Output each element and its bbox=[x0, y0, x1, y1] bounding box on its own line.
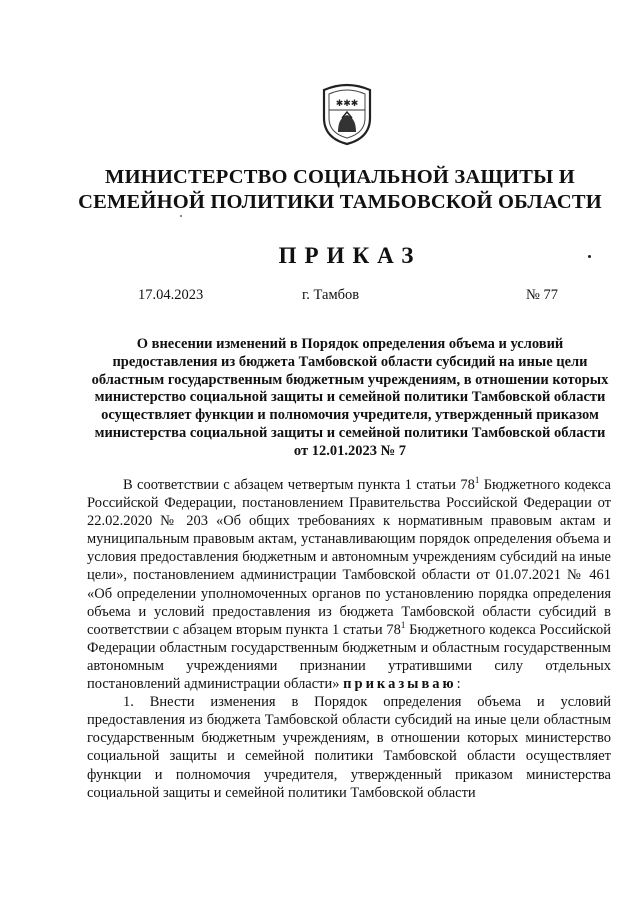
scan-mark bbox=[588, 255, 591, 258]
tambov-coat-of-arms-icon bbox=[318, 82, 376, 146]
order-city: г. Тамбов bbox=[302, 287, 360, 303]
svg-text:✱✱✱: ✱✱✱ bbox=[335, 99, 359, 109]
preamble-part-3: Бюджетного кодекса Российской Федерации областным государственным бюджетным и областным государственным автономным учреждениями признании утратившими силу отдельных постановлений администрации области» bbox=[87, 621, 612, 693]
superscript-2: 1 bbox=[400, 619, 406, 630]
scan-speck bbox=[180, 215, 182, 217]
order-body bbox=[87, 476, 611, 802]
paragraph-preamble bbox=[87, 476, 611, 693]
order-subject: О внесении изменений в Порядок определения объема и условий предоставления из бюджета Тамбовской области субсидий на иные цели областным государственным бюджетным учреждениям, в отношении которых министерство социальной защиты и семейной политики Тамбовской области осуществляет функции и полномочия учредителя, утвержденный приказом министерства социальной защиты и семейной политики Тамбовской области от 12.01.2023 № 7 bbox=[91, 336, 609, 459]
preamble-end: : bbox=[456, 676, 461, 693]
ministry-line-1: МИНИСТЕРСТВО СОЦИАЛЬНОЙ ЗАЩИТЫ И bbox=[105, 166, 575, 188]
paragraph-item-1: 1. Внести изменения в Порядок определения объема и условий предоставления из бюджета Тамбовской области субсидий на иные цели областным государственным бюджетным учреждениям, в отношении которых министерство социальной защиты и семейной политики Тамбовской области осуществляет функции и полномочия учредителя, утвержденный приказом министерства социальной защиты и семейной политики Тамбовской области bbox=[87, 694, 611, 801]
order-number: № 77 bbox=[526, 287, 558, 303]
order-date: 17.04.2023 bbox=[138, 287, 204, 303]
document-type-title: ПРИКАЗ bbox=[278, 243, 422, 268]
ministry-line-2: СЕМЕЙНОЙ ПОЛИТИКИ ТАМБОВСКОЙ ОБЛАСТИ bbox=[78, 191, 602, 213]
ministry-name bbox=[60, 165, 620, 215]
order-word: приказываю bbox=[343, 676, 457, 693]
preamble-part-2: Бюджетного кодекса Российской Федерации, постановлением Правительства Российской Федерации от 22.02.2020 № 203 «Об общих требованиях к нормативным правовым актам и муниципальным правовым актам, устанавливающим порядок определения объема и условия предоставления бюджетным и автономным учреждениям субсидий на иные цели», постановлением администрации Тамбовской области от 01.07.2021 № 461 «Об определении уполномоченных органов по установлению порядка определения объема и условий предоставления из бюджета Тамбовской области субсидий в соответствии с абзацем вторым пункта 1 статьи 78 bbox=[87, 477, 611, 638]
preamble-part-1: В соответствии с абзацем четвертым пункта 1 статьи 78 bbox=[123, 477, 475, 493]
superscript-1: 1 bbox=[474, 475, 480, 486]
